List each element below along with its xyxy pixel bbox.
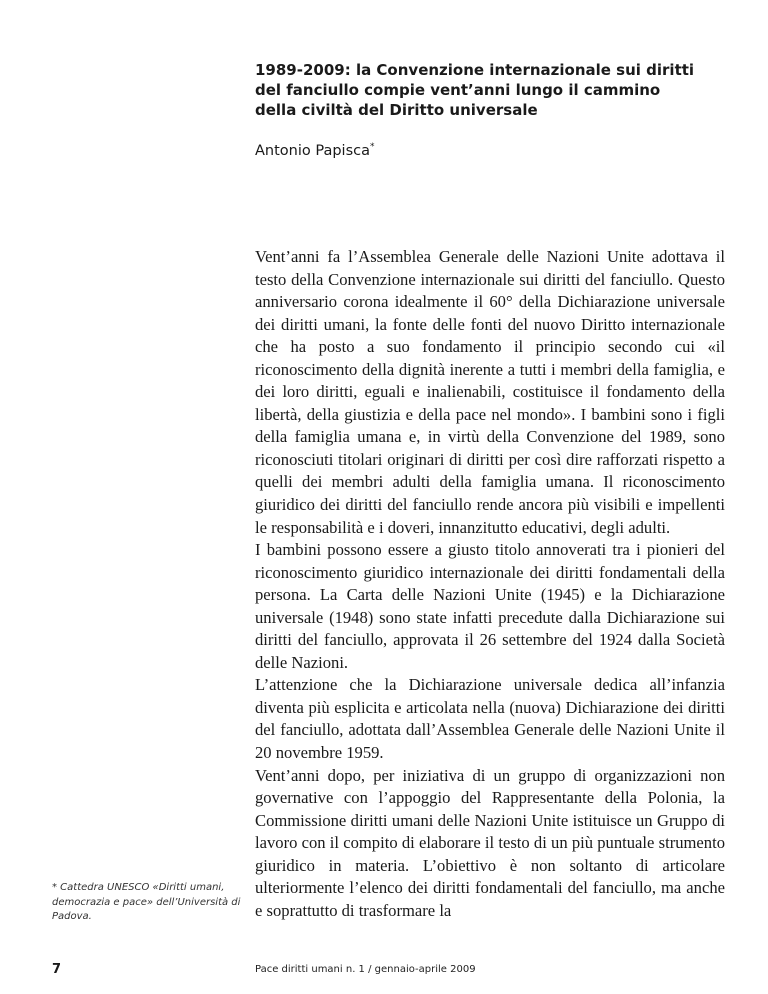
paragraph-4: Vent’anni dopo, per iniziativa di un gruppo di organizzazioni non governative con l’appoggio del Rappresentante della Polonia, la Commissione diritti umani delle Nazioni Unite istituisce un Gruppo di lavoro con il compito di elaborare il testo di un più puntuale strumento giuridico in materia. L’obiettivo è non soltanto di articolare ulteriormente l’elenco dei diritti fondamentali del fanciullo, ma anche e soprattutto di trasformare la [255, 765, 725, 920]
footnote-marker: * [370, 142, 375, 152]
paragraph-1: Vent’anni fa l’Assemblea Generale delle Nazioni Unite adottava il testo della Convenzione internazionale sui diritti del fanciullo. Questo anniversario corona idealmente il 60° della Dichiarazione universale dei diritti umani, la fonte delle fonti del nuovo Diritto internazionale che ha posto a suo fondamento il principio secondo cui «il riconoscimento della dignità inerente a tutti i membri della famiglia, e dei loro diritti, eguali e inalienabili, costituisce il fondamento della libertà, della giustizia e della pace nel mondo». I bambini sono i figli della famiglia umana e, in virtù della Convenzione del 1989, sono riconosciuti titolari originari di diritti per così dire rafforzati rispetto a quelli dei membri adulti della famiglia umana. Il riconoscimento giuridico dei diritti del fanciullo rende ancora più visibili e impellenti le responsabilità e i doveri, innanzitutto educativi, degli adulti. [255, 247, 725, 537]
title-line-3: della civiltà del Diritto universale [255, 101, 538, 119]
author-line [255, 142, 375, 159]
title-line-2: del fanciullo compie vent’anni lungo il cammino [255, 81, 661, 99]
title-line-1: 1989-2009: la Convenzione internazionale sui diritti [255, 61, 695, 79]
paragraph-2: I bambini possono essere a giusto titolo annoverati tra i pionieri del riconoscimento giuridico internazionale dei diritti fondamentali della persona. La Carta delle Nazioni Unite (1945) e la Dichiarazione universale (1948) sono state infatti precedute dalla Dichiarazione sui diritti del fanciullo, approvata il 26 settembre del 1924 dalla Società delle Nazioni. [255, 540, 725, 672]
article-body [255, 246, 725, 922]
paragraph-3: L’attenzione che la Dichiarazione universale dedica all’infanzia diventa più esplicita e articolata nella (nuova) Dichiarazione dei diritti del fanciullo, adottata dall’Assemblea Generale delle Nazioni Unite il 20 novembre 1959. [255, 675, 725, 763]
page-number: 7 [52, 962, 62, 977]
author-footnote: * Cattedra UNESCO «Diritti umani, democrazia e pace» dell’Università di Padova. [52, 882, 241, 922]
journal-footer: Pace diritti umani n. 1 / gennaio-aprile 2009 [255, 964, 476, 975]
article-title [255, 60, 725, 120]
author-name: Antonio Papisca [255, 142, 370, 159]
